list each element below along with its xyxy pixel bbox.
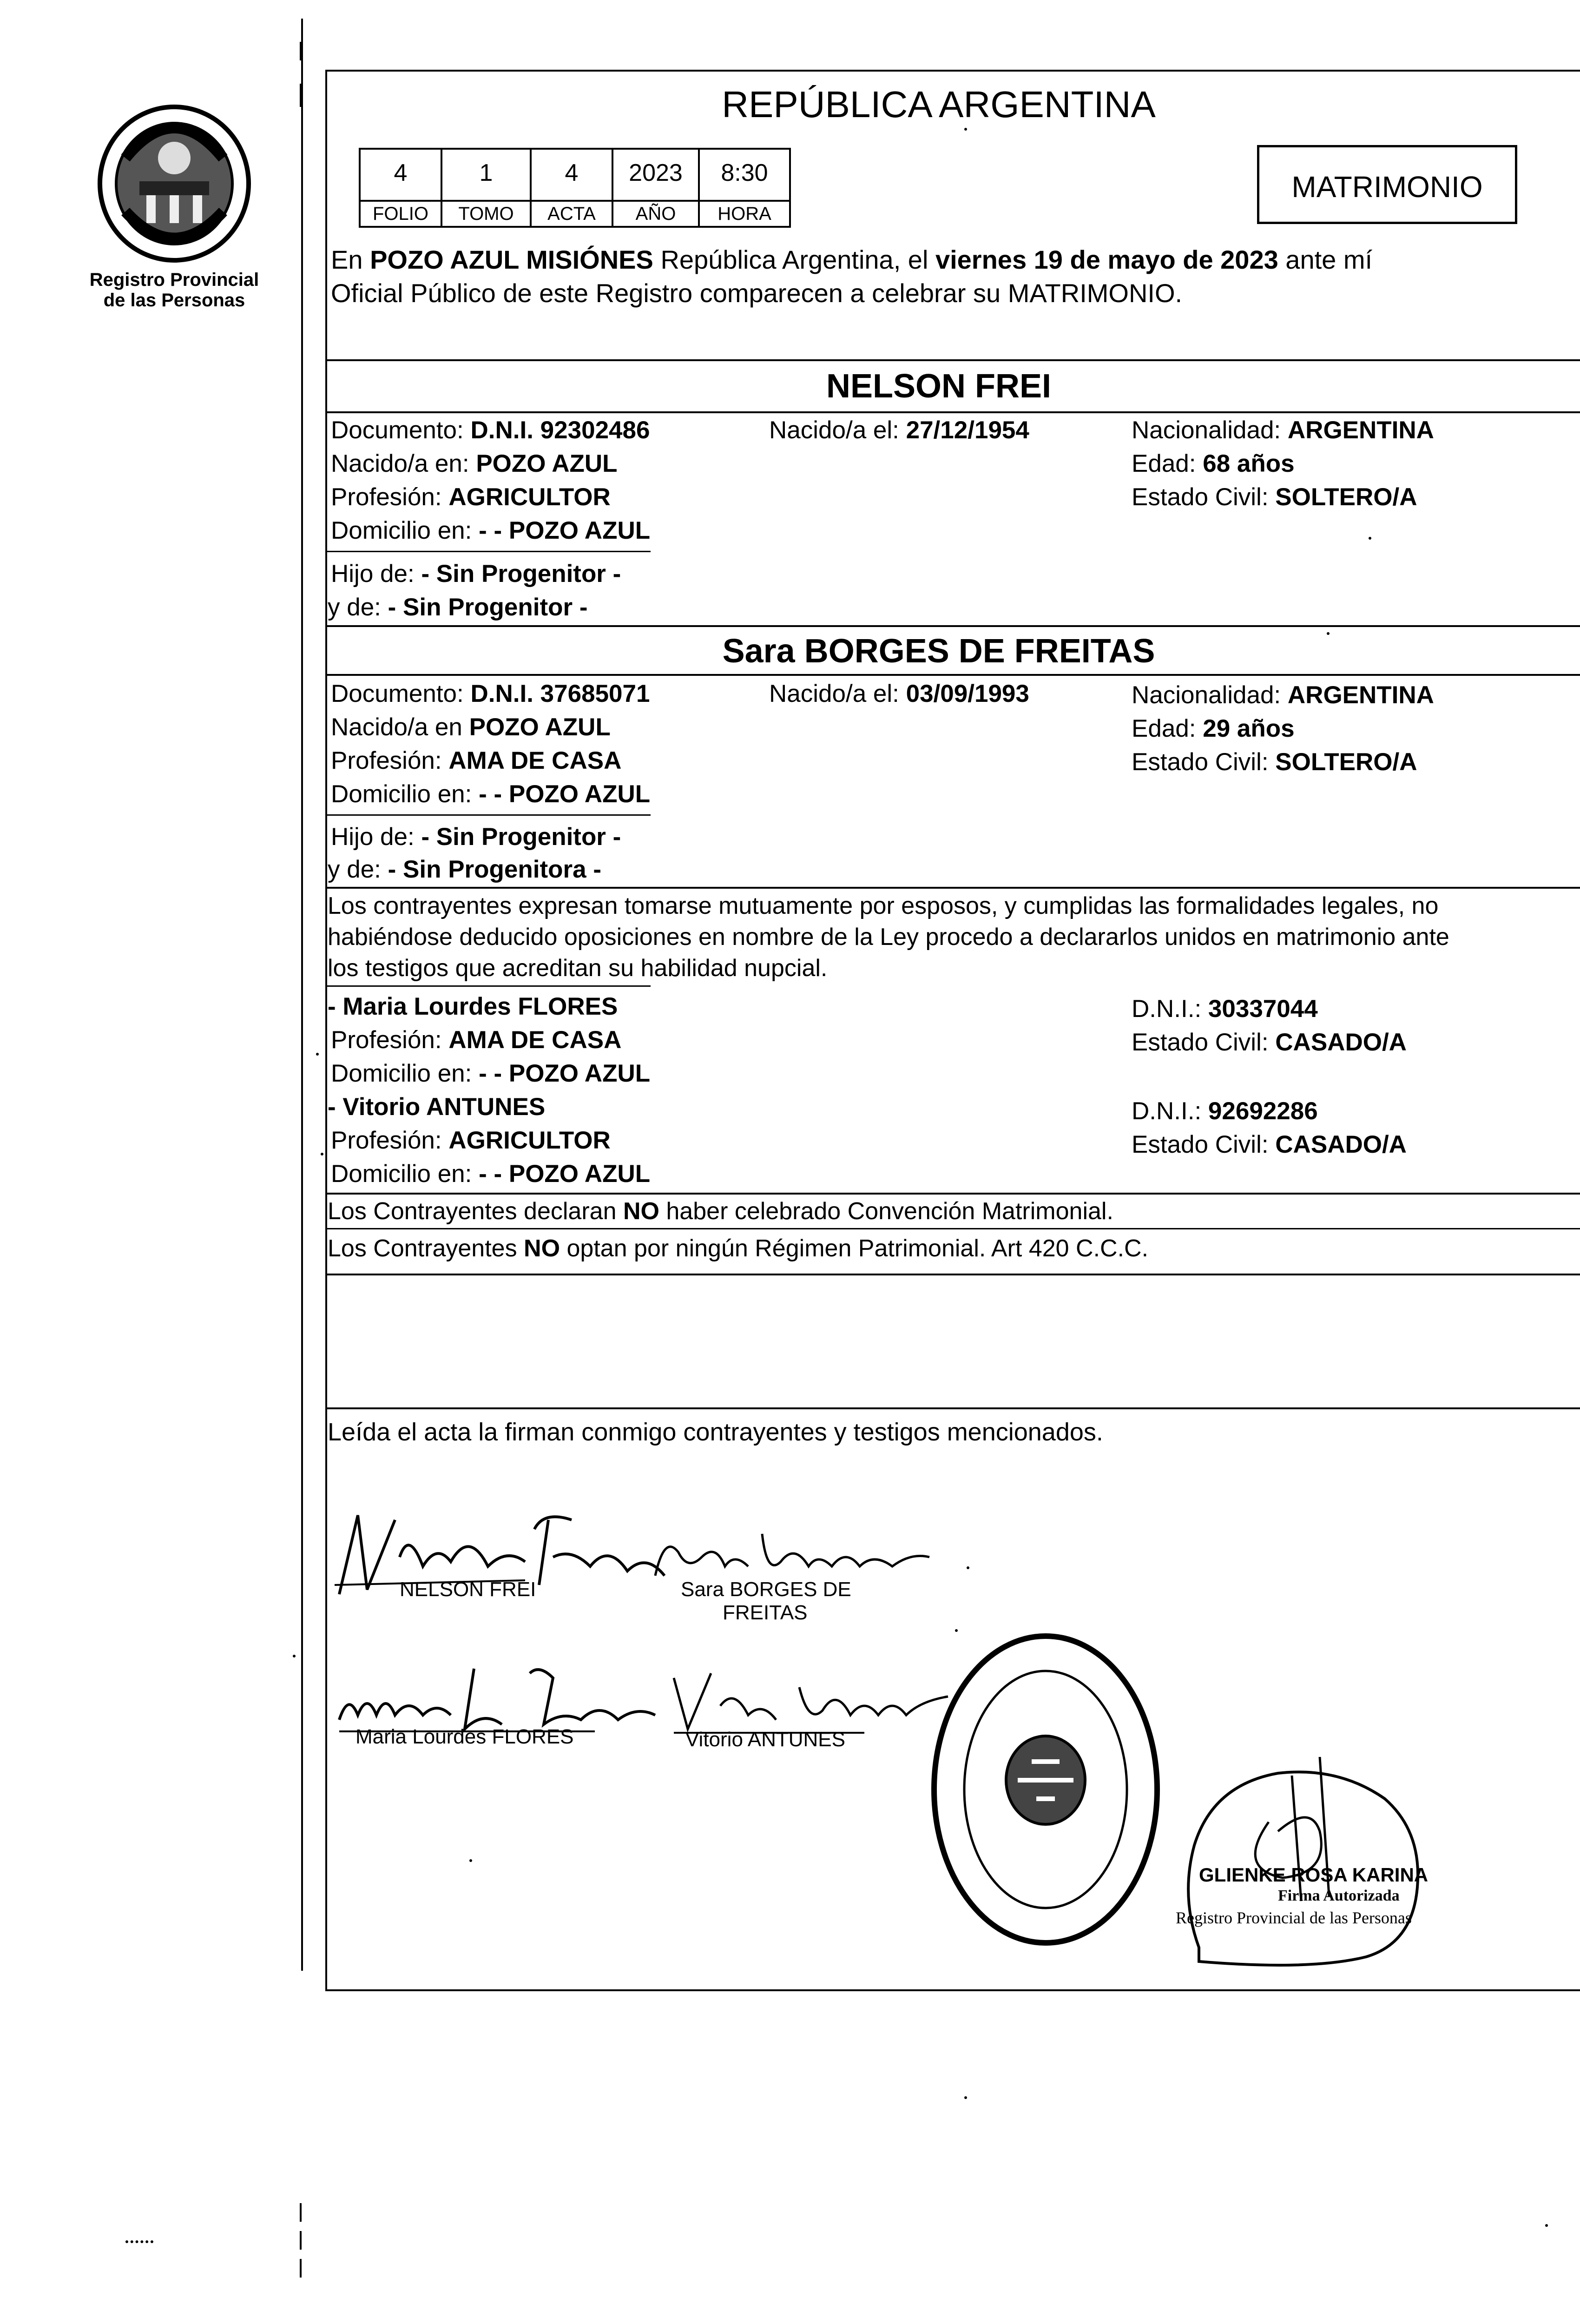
spouse2-parent2: y de: - Sin Progenitora - <box>328 856 601 883</box>
scan-smudge <box>125 2240 153 2250</box>
signature-label-spouse2-line1: Sara BORGES DE <box>681 1578 851 1601</box>
spouse2-born: Nacido/a el: 03/09/1993 <box>769 680 1029 707</box>
section-rule <box>325 674 1580 676</box>
margin-tick <box>300 42 302 60</box>
document-left-border <box>325 70 327 1989</box>
spouse1-nationality: Nacionalidad: ARGENTINA <box>1132 416 1434 444</box>
witness2-name: - Vitorio ANTUNES <box>328 1093 546 1121</box>
signature-witness2 <box>669 1659 957 1738</box>
witness1-domicile: Domicilio en: - - POZO AZUL <box>331 1060 651 1087</box>
anio-value: 2023 <box>629 159 683 186</box>
spouse2-name: Sara BORGES DE FREITAS <box>722 633 1155 670</box>
spouse1-domicile: Domicilio en: - - POZO AZUL <box>331 517 651 544</box>
tomo-value: 1 <box>479 159 493 186</box>
bottom-rule <box>325 1989 1580 1991</box>
spouse1-born: Nacido/a el: 27/12/1954 <box>769 416 1029 444</box>
spouse1-parent2: y de: - Sin Progenitor - <box>328 594 588 621</box>
intro-date: viernes 19 de mayo de 2023 <box>935 245 1278 274</box>
spouse1-parent1: Hijo de: - Sin Progenitor - <box>331 560 621 588</box>
scan-speck <box>955 1629 958 1632</box>
spouse2-birthplace: Nacido/a en POZO AZUL <box>331 713 611 741</box>
scan-speck <box>321 1153 323 1155</box>
declaration-line2: habiéndose deducido oposiciones en nombre de la Ley procedo a declararlos unidos en matrimonio ante <box>328 924 1449 951</box>
witness2-civil-status: Estado Civil: CASADO/A <box>1132 1131 1407 1158</box>
witness1-profession: Profesión: AMA DE CASA <box>331 1026 622 1054</box>
scan-speck <box>1327 632 1330 635</box>
signature-label-witness2: Vitorio ANTUNES <box>685 1728 845 1751</box>
scan-speck <box>316 1053 319 1056</box>
witness2-domicile: Domicilio en: - - POZO AZUL <box>331 1160 651 1188</box>
acta-label: ACTA <box>547 204 596 224</box>
folio-label: FOLIO <box>372 204 429 224</box>
signature-label-spouse1: NELSON FREI <box>400 1578 536 1601</box>
anio-label: AÑO <box>635 204 676 224</box>
section-rule <box>325 1407 1580 1409</box>
scan-speck <box>293 1655 296 1657</box>
section-rule <box>325 1274 1580 1275</box>
declaration-line1: Los contrayentes expresan tomarse mutuamente por esposos, y cumplidas las formalidades legales, no <box>328 892 1439 919</box>
margin-tick <box>300 2259 302 2278</box>
spouse2-domicile: Domicilio en: - - POZO AZUL <box>331 780 651 808</box>
convention-statement: Los Contrayentes declaran NO haber celebrado Convención Matrimonial. <box>328 1198 1113 1225</box>
row-rule <box>325 551 651 552</box>
spouse2-parent1: Hijo de: - Sin Progenitor - <box>331 823 621 851</box>
spouse1-doc: Documento: D.N.I. 92302486 <box>331 416 650 444</box>
country-title: REPÚBLICA ARGENTINA <box>722 84 1156 125</box>
spouse1-birthplace: Nacido/a en: POZO AZUL <box>331 450 618 477</box>
top-rule <box>325 70 1580 72</box>
intro-line2: Oficial Público de este Registro comparecen a celebrar su MATRIMONIO. <box>331 278 1183 308</box>
officer-title: Firma Autorizada <box>1278 1887 1400 1904</box>
witness2-profession: Profesión: AGRICULTOR <box>331 1127 611 1154</box>
official-stamp-icon <box>925 1627 1166 1952</box>
act-type-box <box>1257 145 1517 224</box>
witness1-civil-status: Estado Civil: CASADO/A <box>1132 1029 1407 1056</box>
officer-office: Registro Provincial de las Personas <box>1176 1908 1412 1927</box>
witness2-dni: D.N.I.: 92692286 <box>1132 1097 1318 1125</box>
witness1-name: - Maria Lourdes FLORES <box>328 993 618 1020</box>
logo-caption-line2: de las Personas <box>103 290 245 310</box>
registration-fields <box>359 148 809 228</box>
signature-label-spouse2-line2: FREITAS <box>723 1601 808 1624</box>
section-rule <box>325 625 1580 627</box>
officer-name: GLIENKE ROSA KARINA <box>1199 1864 1429 1886</box>
declaration-line3: los testigos que acreditan su habilidad nupcial. <box>328 955 828 982</box>
logo-caption-line1: Registro Provincial <box>89 270 259 290</box>
handwritten-signature-icon <box>669 1659 957 1738</box>
spouse2-profession: Profesión: AMA DE CASA <box>331 747 622 774</box>
row-rule <box>325 985 651 987</box>
scan-speck <box>964 2096 967 2099</box>
intro-place: POZO AZUL MISIÓNES <box>370 245 653 274</box>
hora-value: 8:30 <box>721 159 768 186</box>
provincial-seal-logo <box>93 102 256 265</box>
seal-icon <box>93 102 256 265</box>
act-type-label: MATRIMONIO <box>1291 170 1483 204</box>
margin-tick <box>300 2231 302 2250</box>
spouse2-civil-status: Estado Civil: SOLTERO/A <box>1132 748 1417 776</box>
scan-speck <box>469 1859 472 1862</box>
section-rule <box>325 887 1580 889</box>
folio-value: 4 <box>394 159 408 186</box>
acta-value: 4 <box>565 159 579 186</box>
scan-speck <box>1545 2224 1548 2227</box>
regime-statement: Los Contrayentes NO optan por ningún Régimen Patrimonial. Art 420 C.C.C. <box>328 1235 1149 1262</box>
section-rule <box>325 411 1580 413</box>
scan-speck <box>964 128 967 131</box>
row-rule <box>325 814 651 816</box>
spouse1-civil-status: Estado Civil: SOLTERO/A <box>1132 483 1417 511</box>
spouse1-name: NELSON FREI <box>826 368 1052 405</box>
spouse1-profession: Profesión: AGRICULTOR <box>331 483 611 511</box>
section-rule <box>325 359 1580 361</box>
witness1-dni: D.N.I.: 30337044 <box>1132 995 1318 1023</box>
registry-stamp <box>925 1627 1166 1952</box>
margin-tick <box>300 84 302 107</box>
left-margin-rule <box>301 19 303 1971</box>
hora-label: HORA <box>718 204 771 224</box>
spouse2-nationality: Nacionalidad: ARGENTINA <box>1132 681 1434 709</box>
section-rule <box>325 1193 1580 1195</box>
intro-line1: En POZO AZUL MISIÓNES República Argentina, el viernes 19 de mayo de 2023 ante mí <box>331 245 1373 274</box>
closing-statement: Leída el acta la firman conmigo contrayentes y testigos mencionados. <box>328 1418 1103 1446</box>
logo-caption <box>65 270 283 310</box>
margin-tick <box>300 2203 302 2222</box>
scan-speck <box>967 1566 969 1569</box>
signature-label-witness1: Maria Lourdes FLORES <box>356 1725 574 1748</box>
spouse1-age: Edad: 68 años <box>1132 450 1295 477</box>
officer-stamp <box>1171 1748 1487 1980</box>
spouse2-age: Edad: 29 años <box>1132 715 1295 742</box>
tomo-label: TOMO <box>458 204 514 224</box>
row-rule <box>325 1228 1580 1229</box>
scan-speck <box>1369 537 1371 540</box>
spouse2-doc: Documento: D.N.I. 37685071 <box>331 680 650 707</box>
fields-divider <box>359 200 791 202</box>
